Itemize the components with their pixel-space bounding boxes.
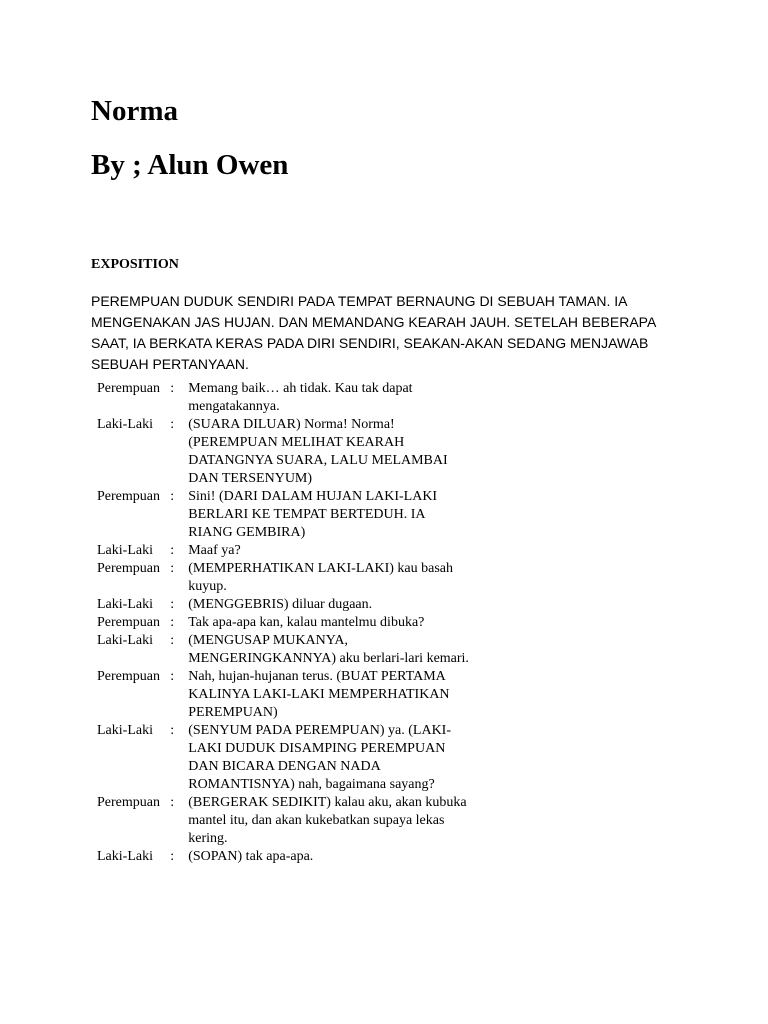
speaker-name: Laki-Laki [97,723,153,738]
speaker-name: Perempuan [97,561,160,576]
speaker-name: Laki-Laki [97,633,153,648]
dialogue-table [91,380,471,866]
dialogue-line: (MENGUSAP MUKANYA, MENGERINGKANNYA) aku berlari-lari kemari. [188,633,469,666]
speaker-separator: : [170,417,175,432]
dialogue-row [91,596,471,614]
speaker-name: Perempuan [97,489,160,504]
speaker-separator: : [170,795,175,810]
dialogue-line: Tak apa-apa kan, kalau mantelmu dibuka? [188,615,425,630]
speaker-separator: : [170,669,175,684]
speaker-name: Laki-Laki [97,849,153,864]
dialogue-row [91,668,471,722]
speaker-separator: : [170,849,175,864]
dialogue-row [91,614,471,632]
speaker-separator: : [170,489,175,504]
dialogue-line: (SUARA DILUAR) Norma! Norma! (PEREMPUAN MELIHAT KEARAH DATANGNYA SUARA, LALU MELAMBAI DAN TERSENYUM) [188,417,448,486]
dialogue-line: (SOPAN) tak apa-apa. [188,849,314,864]
speaker-name: Perempuan [97,381,160,396]
dialogue-line: (MENGGEBRIS) diluar dugaan. [188,597,373,612]
dialogue-row [91,722,471,794]
dialogue-line: Memang baik… ah tidak. Kau tak dapat mengatakannya. [188,381,413,414]
section-heading: EXPOSITION [91,257,179,272]
dialogue-row [91,542,471,560]
speaker-separator: : [170,615,175,630]
document-title: Norma [91,95,178,127]
speaker-separator: : [170,723,175,738]
stage-direction-intro: PEREMPUAN DUDUK SENDIRI PADA TEMPAT BERNAUNG DI SEBUAH TAMAN. IA MENGENAKAN JAS HUJAN. DAN MEMANDANG KEARAH JAUH. SETELAH BEBERAPA SAAT, IA BERKATA KERAS PADA DIRI SENDIRI, SEAKAN-AKAN SEDANG MENJAWAB SEBUAH PERTANYAAN. [91,293,656,372]
dialogue-line: (MEMPERHATIKAN LAKI-LAKI) kau basah kuyup. [188,561,454,594]
speaker-name: Laki-Laki [97,597,153,612]
speaker-name: Perempuan [97,669,160,684]
dialogue-row [91,560,471,596]
dialogue-row [91,488,471,542]
speaker-separator: : [170,381,175,396]
dialogue-row [91,632,471,668]
speaker-name: Perempuan [97,615,160,630]
dialogue-line: (SENYUM PADA PEREMPUAN) ya. (LAKI-LAKI DUDUK DISAMPING PEREMPUAN DAN BICARA DENGAN NADA ROMANTISNYA) nah, bagaimana sayang? [188,723,452,792]
speaker-name: Laki-Laki [97,543,153,558]
author-line: By ; Alun Owen [91,149,289,181]
speaker-separator: : [170,543,175,558]
dialogue-row [91,416,471,488]
speaker-separator: : [170,561,175,576]
speaker-separator: : [170,633,175,648]
dialogue-row [91,794,471,848]
dialogue-row [91,848,471,866]
dialogue-line: Sini! (DARI DALAM HUJAN LAKI-LAKI BERLARI KE TEMPAT BERTEDUH. IA RIANG GEMBIRA) [188,489,438,540]
dialogue-row [91,380,471,416]
dialogue-line: Nah, hujan-hujanan terus. (BUAT PERTAMA KALINYA LAKI-LAKI MEMPERHATIKAN PEREMPUAN) [188,669,450,720]
speaker-separator: : [170,597,175,612]
dialogue-line: (BERGERAK SEDIKIT) kalau aku, akan kubuka mantel itu, dan akan kukebatkan supaya lekas kering. [188,795,467,846]
speaker-name: Perempuan [97,795,160,810]
speaker-name: Laki-Laki [97,417,153,432]
dialogue-line: Maaf ya? [188,543,241,558]
